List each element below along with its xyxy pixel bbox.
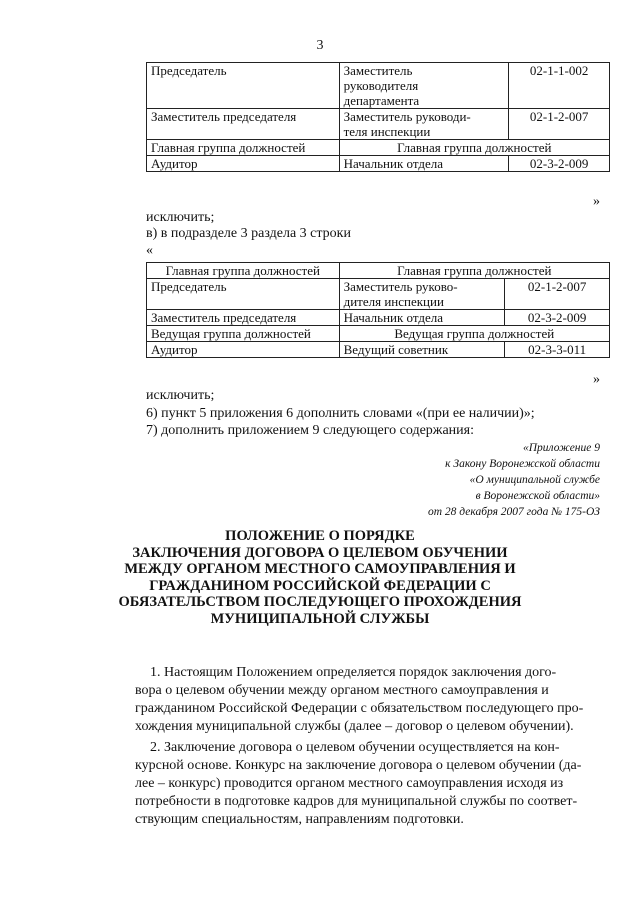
table-cell: Аудитор [147, 342, 340, 358]
group-header-cell: Главная группа должностей [147, 140, 340, 156]
exclude-text: исключить; [146, 210, 215, 225]
appendix-line: от 28 декабря 2007 года № 175-ОЗ [427, 506, 600, 518]
item-7-text: 7) дополнить приложением 9 следующего содержания: [146, 423, 474, 438]
heading-line: ЗАКЛЮЧЕНИЯ ДОГОВОРА О ЦЕЛЕВОМ ОБУЧЕНИИ [132, 544, 508, 561]
appendix-line: «Приложение 9 [522, 442, 600, 454]
exclude-text: исключить; [146, 388, 215, 403]
opening-quote: « [146, 243, 153, 258]
paragraph-2 [135, 739, 598, 829]
heading-line: ПОЛОЖЕНИЕ О ПОРЯДКЕ [225, 528, 415, 544]
cell-line: департамента [343, 93, 420, 108]
paragraph-line: потребности в подготовке кадров для муниципальной службы по соответ- [135, 794, 578, 809]
position-code: 02-1-2-007 [505, 279, 610, 310]
table-row [147, 263, 610, 279]
paragraph-line: вора о целевом обучении между органом местного самоуправления и [135, 683, 549, 698]
paragraph-line: ствующим специальностям, направлениям подготовки. [135, 812, 464, 827]
table-cell: Начальник отдела [339, 156, 509, 172]
table-cell [339, 279, 505, 310]
appendix-line: «О муниципальной службе [469, 474, 600, 486]
item-6-text: 6) пункт 5 приложения 6 дополнить словами «(при ее наличии)»; [146, 406, 535, 421]
paragraph-line: лее – конкурс) проводится органом местного самоуправления исходя из [135, 776, 564, 791]
position-code: 02-3-2-009 [505, 310, 610, 326]
appendix-line: в Воронежской области» [475, 490, 600, 502]
table-cell: Председатель [147, 63, 340, 109]
paragraph-line: хождения муниципальной службы (далее – договор о целевом обучении). [135, 719, 574, 734]
heading-line: МУНИЦИПАЛЬНОЙ СЛУЖБЫ [210, 610, 430, 627]
table-row [147, 63, 610, 109]
item-v-text: в) в подразделе 3 раздела 3 строки [146, 226, 351, 241]
paragraph-line: 1. Настоящим Положением определяется порядок заключения дого- [150, 665, 557, 680]
table-cell [339, 109, 509, 140]
heading-line: МЕЖДУ ОРГАНОМ МЕСТНОГО САМОУПРАВЛЕНИЯ И [124, 561, 516, 577]
cell-line: Заместитель руково- [343, 279, 458, 294]
table-cell: Заместитель председателя [147, 109, 340, 140]
cell-line: дителя инспекции [343, 294, 444, 309]
paragraph-line: 2. Заключение договора о целевом обучении осуществляется на кон- [150, 740, 560, 755]
table-row [147, 310, 610, 326]
group-header-cell: Главная группа должностей [339, 140, 609, 156]
table-cell: Заместитель председателя [147, 310, 340, 326]
document-heading [0, 528, 640, 627]
table-row [147, 156, 610, 172]
table-cell: Ведущий советник [339, 342, 505, 358]
paragraph-line: гражданином Российской Федерации с обязательством последующего про- [135, 701, 584, 716]
table-cell: Начальник отдела [339, 310, 505, 326]
positions-table-2 [146, 262, 610, 358]
page-number: 3 [316, 38, 324, 53]
group-header-cell: Главная группа должностей [147, 263, 340, 279]
cell-line: руководителя [343, 78, 419, 93]
position-code: 02-3-2-009 [509, 156, 610, 172]
heading-line: ГРАЖДАНИНОМ РОССИЙСКОЙ ФЕДЕРАЦИИ С [149, 577, 491, 594]
table-cell [339, 63, 509, 109]
table-row [147, 279, 610, 310]
position-code: 02-3-3-011 [505, 342, 610, 358]
table-row [147, 326, 610, 342]
cell-line: Заместитель [343, 63, 413, 78]
cell-line: теля инспекции [343, 124, 431, 139]
appendix-reference [428, 440, 600, 520]
positions-table-1 [146, 62, 610, 172]
position-code: 02-1-2-007 [509, 109, 610, 140]
group-header-cell: Ведущая группа должностей [339, 326, 609, 342]
appendix-line: к Закону Воронежской области [445, 458, 600, 470]
table-cell: Аудитор [147, 156, 340, 172]
cell-line: Заместитель руководи- [343, 109, 471, 124]
table-row [147, 140, 610, 156]
closing-quote: » [593, 194, 600, 209]
paragraph-line: курсной основе. Конкурс на заключение договора о целевом обучении (да- [135, 758, 582, 773]
closing-quote: » [593, 372, 600, 387]
group-header-cell: Ведущая группа должностей [147, 326, 340, 342]
table-cell: Председатель [147, 279, 340, 310]
table-row [147, 342, 610, 358]
paragraph-1 [135, 664, 598, 736]
position-code: 02-1-1-002 [509, 63, 610, 109]
table-row [147, 109, 610, 140]
heading-line: ОБЯЗАТЕЛЬСТВОМ ПОСЛЕДУЮЩЕГО ПРОХОЖДЕНИЯ [118, 594, 522, 610]
group-header-cell: Главная группа должностей [339, 263, 609, 279]
